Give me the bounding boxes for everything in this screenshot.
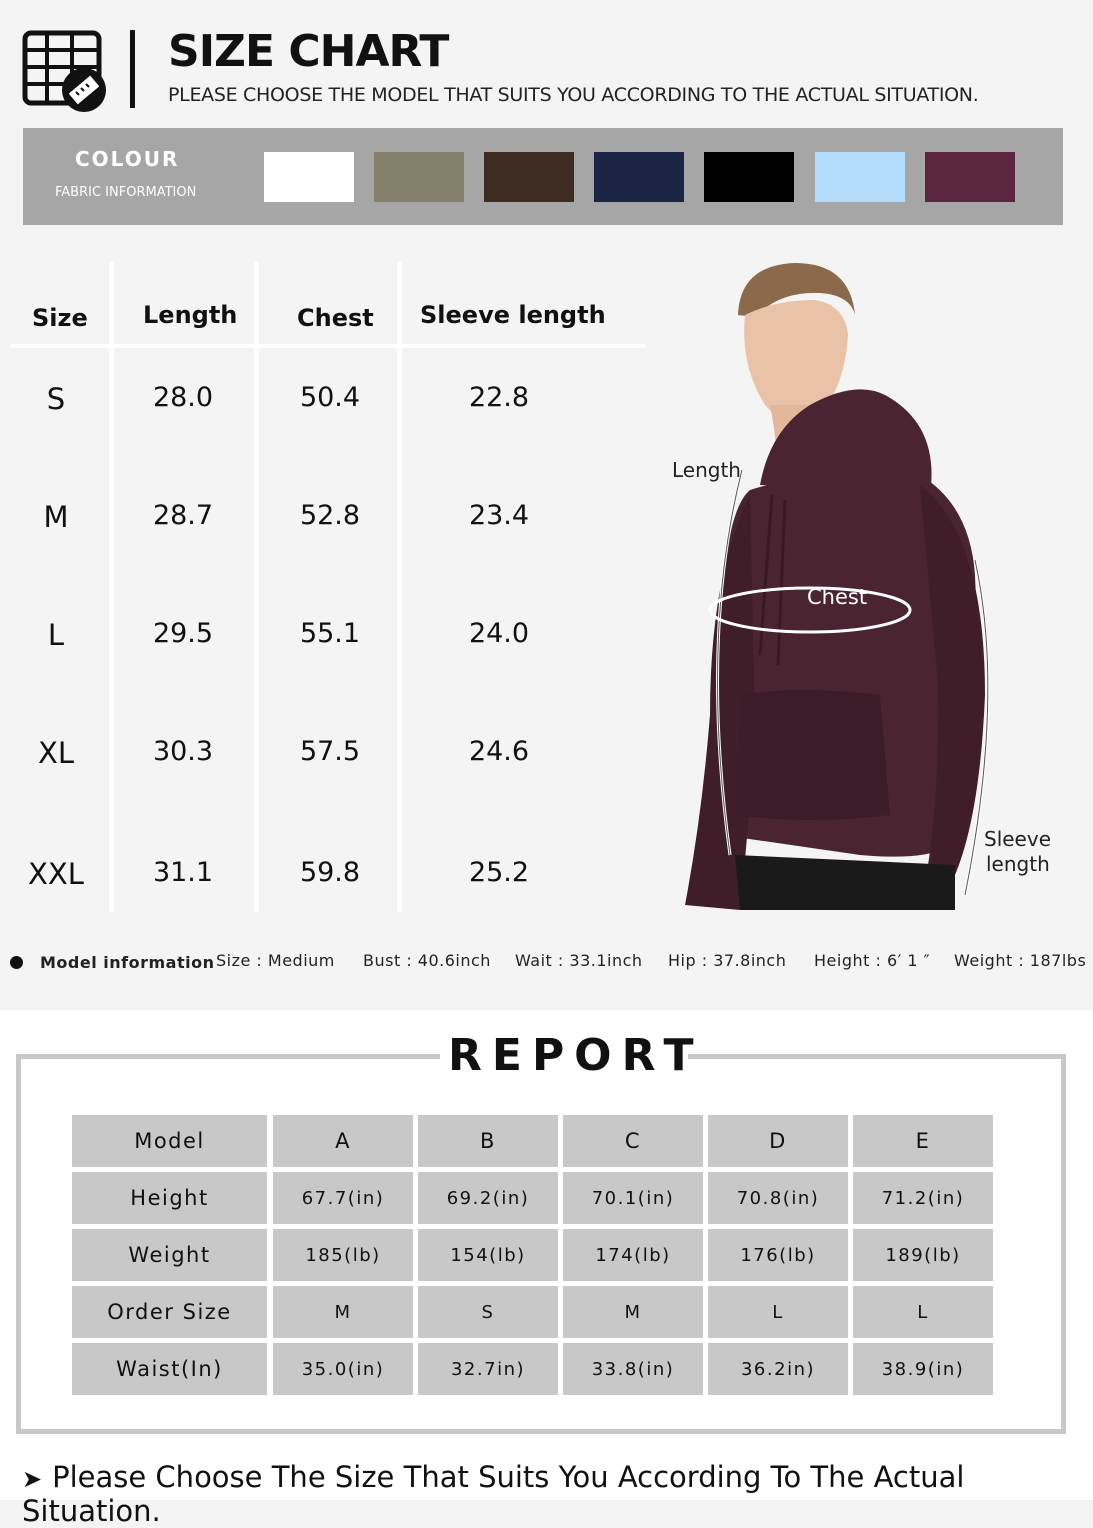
report-cell: 185(lb)	[273, 1229, 413, 1281]
report-row-header: Height	[72, 1172, 267, 1224]
report-row-header: Order Size	[72, 1286, 267, 1338]
chest-cell: 59.8	[299, 857, 361, 888]
report-cell: 176(lb)	[708, 1229, 848, 1281]
model-size: Size : Medium	[216, 951, 335, 970]
length-cell: 29.5	[152, 618, 214, 649]
report-cell: A	[273, 1115, 413, 1167]
report-cell: 70.1(in)	[563, 1172, 703, 1224]
page-subtitle: PLEASE CHOOSE THE MODEL THAT SUITS YOU ACCORDING TO THE ACTUAL SITUATION.	[168, 84, 979, 106]
colour-swatch[interactable]	[264, 152, 354, 202]
size-cell: L	[47, 618, 65, 652]
sleeve-cell: 24.0	[468, 618, 530, 649]
colour-label: COLOUR	[75, 147, 180, 171]
report-row-header: Waist(In)	[72, 1343, 267, 1395]
size-header: Size	[32, 304, 88, 332]
report-row-header: Model	[72, 1115, 267, 1167]
colour-swatch[interactable]	[484, 152, 574, 202]
report-cell: 35.0(in)	[273, 1343, 413, 1395]
chest-annotation: Chest	[807, 585, 868, 609]
page-title: SIZE CHART	[168, 26, 449, 77]
report-cell: 189(lb)	[853, 1229, 993, 1281]
header-divider	[130, 30, 135, 108]
report-cell: L	[708, 1286, 848, 1338]
report-cell: D	[708, 1115, 848, 1167]
sleeve-cell: 24.6	[468, 736, 530, 767]
bullet-icon	[10, 956, 23, 969]
sleeve-header: Sleeve length	[420, 301, 606, 329]
report-cell: 154(lb)	[418, 1229, 558, 1281]
column-divider	[109, 262, 114, 912]
colour-swatch[interactable]	[594, 152, 684, 202]
fabric-info-label: FABRIC INFORMATION	[55, 185, 197, 200]
colour-swatch[interactable]	[374, 152, 464, 202]
chest-header: Chest	[297, 304, 374, 332]
length-cell: 30.3	[152, 736, 214, 767]
report-cell: E	[853, 1115, 993, 1167]
report-cell: 33.8(in)	[563, 1343, 703, 1395]
colour-swatch[interactable]	[704, 152, 794, 202]
model-waist: Wait : 33.1inch	[515, 951, 643, 970]
sleeve-annotation-1: Sleeve	[984, 827, 1052, 851]
report-cell: L	[853, 1286, 993, 1338]
length-cell: 28.7	[152, 500, 214, 531]
report-cell: S	[418, 1286, 558, 1338]
colour-swatch[interactable]	[815, 152, 905, 202]
arrow-right-icon: ➤	[22, 1465, 43, 1493]
report-cell: B	[418, 1115, 558, 1167]
report-cell: 38.9(in)	[853, 1343, 993, 1395]
size-cell: XL	[37, 736, 75, 770]
report-cell: 70.8(in)	[708, 1172, 848, 1224]
colour-swatch[interactable]	[925, 152, 1015, 202]
column-divider	[397, 262, 402, 912]
report-cell: 69.2(in)	[418, 1172, 558, 1224]
chest-cell: 52.8	[299, 500, 361, 531]
model-hip: Hip : 37.8inch	[668, 951, 787, 970]
length-annotation: Length	[672, 458, 741, 482]
column-divider	[254, 262, 259, 912]
length-cell: 31.1	[152, 857, 214, 888]
length-cell: 28.0	[152, 382, 214, 413]
report-row-header: Weight	[72, 1229, 267, 1281]
chest-cell: 57.5	[299, 736, 361, 767]
sleeve-cell: 23.4	[468, 500, 530, 531]
report-cell: 32.7in)	[418, 1343, 558, 1395]
header-underline	[10, 344, 646, 348]
report-cell: M	[563, 1286, 703, 1338]
report-title: REPORT	[448, 1030, 704, 1081]
report-cell: C	[563, 1115, 703, 1167]
size-cell: S	[46, 382, 66, 416]
length-header: Length	[143, 301, 238, 329]
footer-text: Please Choose The Size That Suits You According To The Actual Situation.	[22, 1460, 965, 1528]
sleeve-annotation-2: length	[986, 852, 1050, 876]
model-bust: Bust : 40.6inch	[363, 951, 491, 970]
report-cell: M	[273, 1286, 413, 1338]
size-chart-icon	[22, 30, 112, 112]
sleeve-cell: 22.8	[468, 382, 530, 413]
chest-cell: 50.4	[299, 382, 361, 413]
model-weight: Weight : 187lbs	[954, 951, 1087, 970]
report-cell: 36.2in)	[708, 1343, 848, 1395]
sleeve-cell: 25.2	[468, 857, 530, 888]
size-cell: M	[43, 500, 69, 534]
report-cell: 174(lb)	[563, 1229, 703, 1281]
report-cell: 71.2(in)	[853, 1172, 993, 1224]
footer-note	[22, 1460, 1093, 1528]
model-height: Height : 6′ 1 ″	[814, 951, 931, 970]
model-info-heading: Model information	[40, 953, 215, 972]
report-cell: 67.7(in)	[273, 1172, 413, 1224]
chest-cell: 55.1	[299, 618, 361, 649]
size-cell: XXL	[28, 857, 84, 891]
